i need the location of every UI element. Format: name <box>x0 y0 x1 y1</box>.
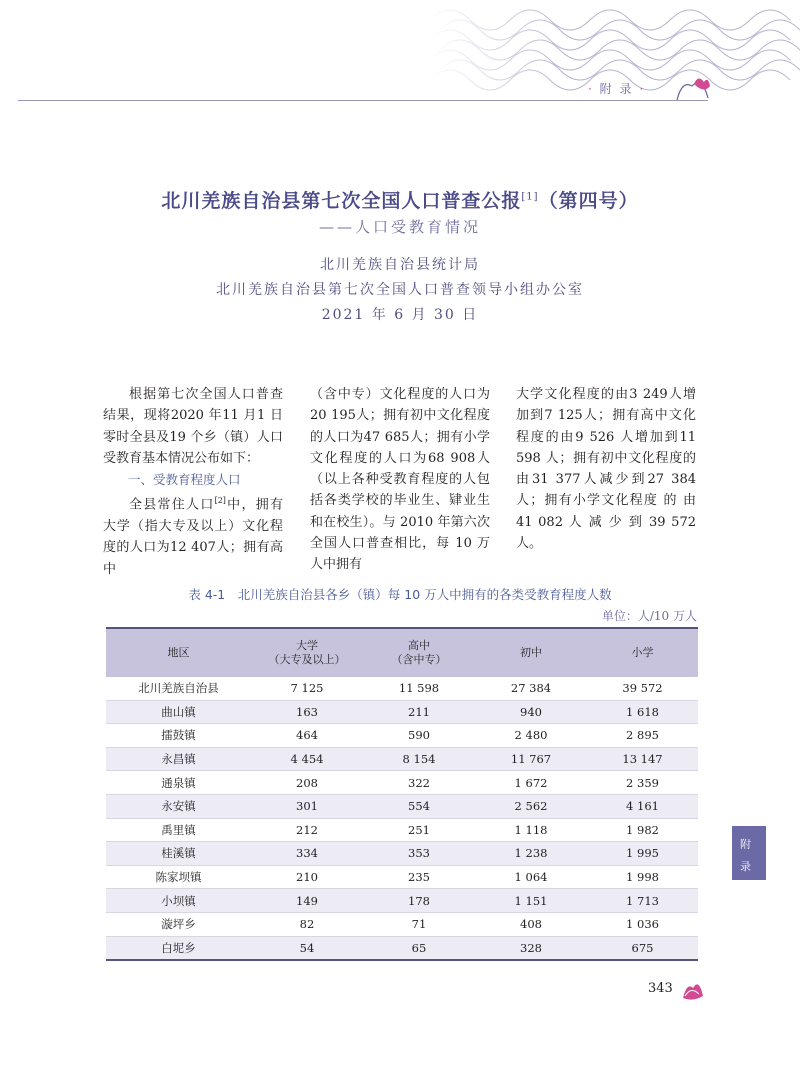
value-cell: 1 618 <box>587 700 698 724</box>
body-paragraph: 全县常住人口[2]中，拥有大学（指大专及以上）文化程度的人口为12 407人；拥有高中 <box>103 496 283 577</box>
issuer-bureau: 北川羌族自治县统计局 <box>320 257 480 273</box>
region-cell: 曲山镇 <box>106 700 251 724</box>
value-cell: 4 161 <box>587 794 698 818</box>
table-unit: 单位：人/10 万人 <box>601 609 697 623</box>
table-row <box>106 936 698 960</box>
value-cell: 1 995 <box>587 842 698 866</box>
table-header-row <box>106 628 698 677</box>
value-cell: 39 572 <box>587 677 698 700</box>
body-text <box>103 384 703 577</box>
table-row <box>106 818 698 842</box>
value-cell: 408 <box>475 912 587 936</box>
header-rule <box>18 100 708 101</box>
table-row <box>106 700 698 724</box>
col-header-university: 大学 （大专及以上） <box>268 639 346 666</box>
table-row <box>106 771 698 795</box>
value-cell: 590 <box>363 724 475 748</box>
table-row <box>106 677 698 700</box>
value-cell: 11 598 <box>363 677 475 700</box>
value-cell: 464 <box>251 724 363 748</box>
value-cell: 334 <box>251 842 363 866</box>
value-cell: 235 <box>363 865 475 889</box>
table-row <box>106 912 698 936</box>
table-row <box>106 724 698 748</box>
value-cell: 8 154 <box>363 747 475 771</box>
region-cell: 永安镇 <box>106 794 251 818</box>
col-header-junior: 初中 <box>520 646 542 659</box>
section-heading: 一、受教育程度人口 <box>128 472 241 488</box>
value-cell: 11 767 <box>475 747 587 771</box>
table-caption: 表 4-1 北川羌族自治县各乡（镇）每 10 万人中拥有的各类受教育程度人数 <box>188 587 612 602</box>
region-cell: 永昌镇 <box>106 747 251 771</box>
intro-paragraph: 根据第七次全国人口普查结果，现将2020 年11 月1 日零时全县及19 个乡（镇）人口受教育基本情况公布如下： <box>103 387 283 466</box>
table-row <box>106 794 698 818</box>
table-row <box>106 842 698 866</box>
region-cell: 北川羌族自治县 <box>106 677 251 700</box>
value-cell: 940 <box>475 700 587 724</box>
value-cell: 1 998 <box>587 865 698 889</box>
value-cell: 71 <box>363 912 475 936</box>
value-cell: 2 895 <box>587 724 698 748</box>
document-title: 北川羌族自治县第七次全国人口普查公报[1]（第四号） <box>161 190 639 212</box>
value-cell: 1 982 <box>587 818 698 842</box>
value-cell: 251 <box>363 818 475 842</box>
value-cell: 1 118 <box>475 818 587 842</box>
value-cell: 149 <box>251 889 363 913</box>
value-cell: 322 <box>363 771 475 795</box>
value-cell: 1 238 <box>475 842 587 866</box>
col-header-region: 地区 <box>167 646 190 659</box>
value-cell: 1 672 <box>475 771 587 795</box>
appendix-side-tab: 附 录 <box>732 826 766 880</box>
value-cell: 13 147 <box>587 747 698 771</box>
body-paragraph-cont: 大学文化程度的由3 249人增加到7 125人；拥有高中文化程度的由9 526 人增加到11 598 人；拥有初中文化程度的由31 377人减少到27 384人；拥有小学文化程度 的 由 41 082 人 减 少 到 39 572人。 <box>516 387 696 552</box>
value-cell: 2 359 <box>587 771 698 795</box>
table-row <box>106 889 698 913</box>
value-cell: 554 <box>363 794 475 818</box>
value-cell: 210 <box>251 865 363 889</box>
value-cell: 2 562 <box>475 794 587 818</box>
region-cell: 白坭乡 <box>106 936 251 960</box>
value-cell: 178 <box>363 889 475 913</box>
body-column-2 <box>310 384 490 576</box>
value-cell: 7 125 <box>251 677 363 700</box>
region-cell: 禹里镇 <box>106 818 251 842</box>
value-cell: 2 480 <box>475 724 587 748</box>
header-section-tag: · 附 录 · <box>588 82 646 96</box>
region-cell: 小坝镇 <box>106 889 251 913</box>
flower-icon <box>672 72 712 102</box>
value-cell: 1 151 <box>475 889 587 913</box>
page-number: 343 <box>648 981 673 996</box>
value-cell: 208 <box>251 771 363 795</box>
education-table <box>106 627 698 961</box>
table-row <box>106 747 698 771</box>
value-cell: 27 384 <box>475 677 587 700</box>
value-cell: 1 064 <box>475 865 587 889</box>
value-cell: 212 <box>251 818 363 842</box>
region-cell: 漩坪乡 <box>106 912 251 936</box>
issue-date: 2021 年 6 月 30 日 <box>321 307 479 323</box>
value-cell: 301 <box>251 794 363 818</box>
value-cell: 211 <box>363 700 475 724</box>
value-cell: 328 <box>475 936 587 960</box>
flower-icon <box>679 976 705 1002</box>
value-cell: 1 036 <box>587 912 698 936</box>
value-cell: 65 <box>363 936 475 960</box>
body-column-1 <box>103 384 283 580</box>
value-cell: 54 <box>251 936 363 960</box>
document-subtitle: ——人口受教育情况 <box>318 218 481 236</box>
region-cell: 桂溪镇 <box>106 842 251 866</box>
value-cell: 353 <box>363 842 475 866</box>
issuer-office: 北川羌族自治县第七次全国人口普查领导小组办公室 <box>216 282 584 298</box>
value-cell: 1 713 <box>587 889 698 913</box>
value-cell: 675 <box>587 936 698 960</box>
region-cell: 擂鼓镇 <box>106 724 251 748</box>
value-cell: 4 454 <box>251 747 363 771</box>
body-column-3 <box>516 384 696 554</box>
value-cell: 163 <box>251 700 363 724</box>
col-header-high-school: 高中 （含中专） <box>391 639 447 666</box>
col-header-primary: 小学 <box>631 646 654 659</box>
value-cell: 82 <box>251 912 363 936</box>
region-cell: 陈家坝镇 <box>106 865 251 889</box>
body-paragraph-cont: （含中专）文化程度的人口为20 195人；拥有初中文化程度的人口为47 685人；拥有小学文化程度的人口为68 908人（以上各种受教育程度的人包括各类学校的毕业生、肄业生和在校生）。与 2010 年第六次全国人口普查相比，每 10 万人中拥有 <box>310 387 490 573</box>
region-cell: 通泉镇 <box>106 771 251 795</box>
table-row <box>106 865 698 889</box>
